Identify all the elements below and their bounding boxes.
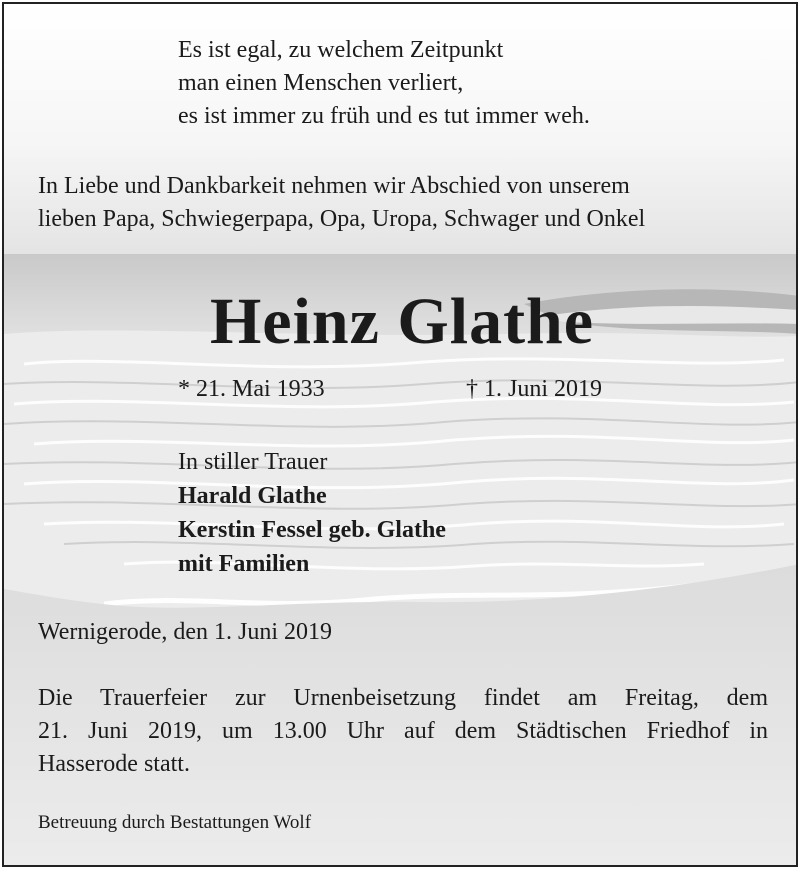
mourner-name: Harald Glathe — [178, 483, 327, 509]
intro-line-2: lieben Papa, Schwiegerpapa, Opa, Uropa, Schwager und Onkel — [38, 206, 646, 232]
ceremony-line-2: 21. Juni 2019, um 13.00 Uhr auf dem Städtischen Friedhof in — [38, 718, 768, 744]
poem-line-3: es ist immer zu früh und es tut immer weh. — [178, 103, 590, 129]
place-date: Wernigerode, den 1. Juni 2019 — [38, 619, 332, 645]
ceremony-line-3: Hasserode statt. — [38, 751, 190, 777]
funeral-home-credit: Betreuung durch Bestattungen Wolf — [38, 812, 312, 833]
poem-line-2: man einen Menschen verliert, — [178, 70, 464, 96]
poem-line-1: Es ist egal, zu welchem Zeitpunkt — [178, 37, 504, 63]
mourner-name: Kerstin Fessel geb. Glathe — [178, 517, 446, 543]
mourners-heading: In stiller Trauer — [178, 449, 328, 475]
intro-line-1: In Liebe und Dankbarkeit nehmen wir Abschied von unserem — [38, 173, 630, 199]
birth-date: * 21. Mai 1933 — [178, 376, 325, 402]
deceased-name: Heinz Glathe — [209, 285, 595, 358]
ceremony-text — [38, 682, 768, 781]
obituary-notice — [2, 2, 798, 867]
death-date: † 1. Juni 2019 — [466, 376, 603, 402]
ceremony-line-1: Die Trauerfeier zur Urnenbeisetzung findet am Freitag, dem — [38, 685, 768, 711]
mourner-name: mit Familien — [178, 551, 310, 577]
